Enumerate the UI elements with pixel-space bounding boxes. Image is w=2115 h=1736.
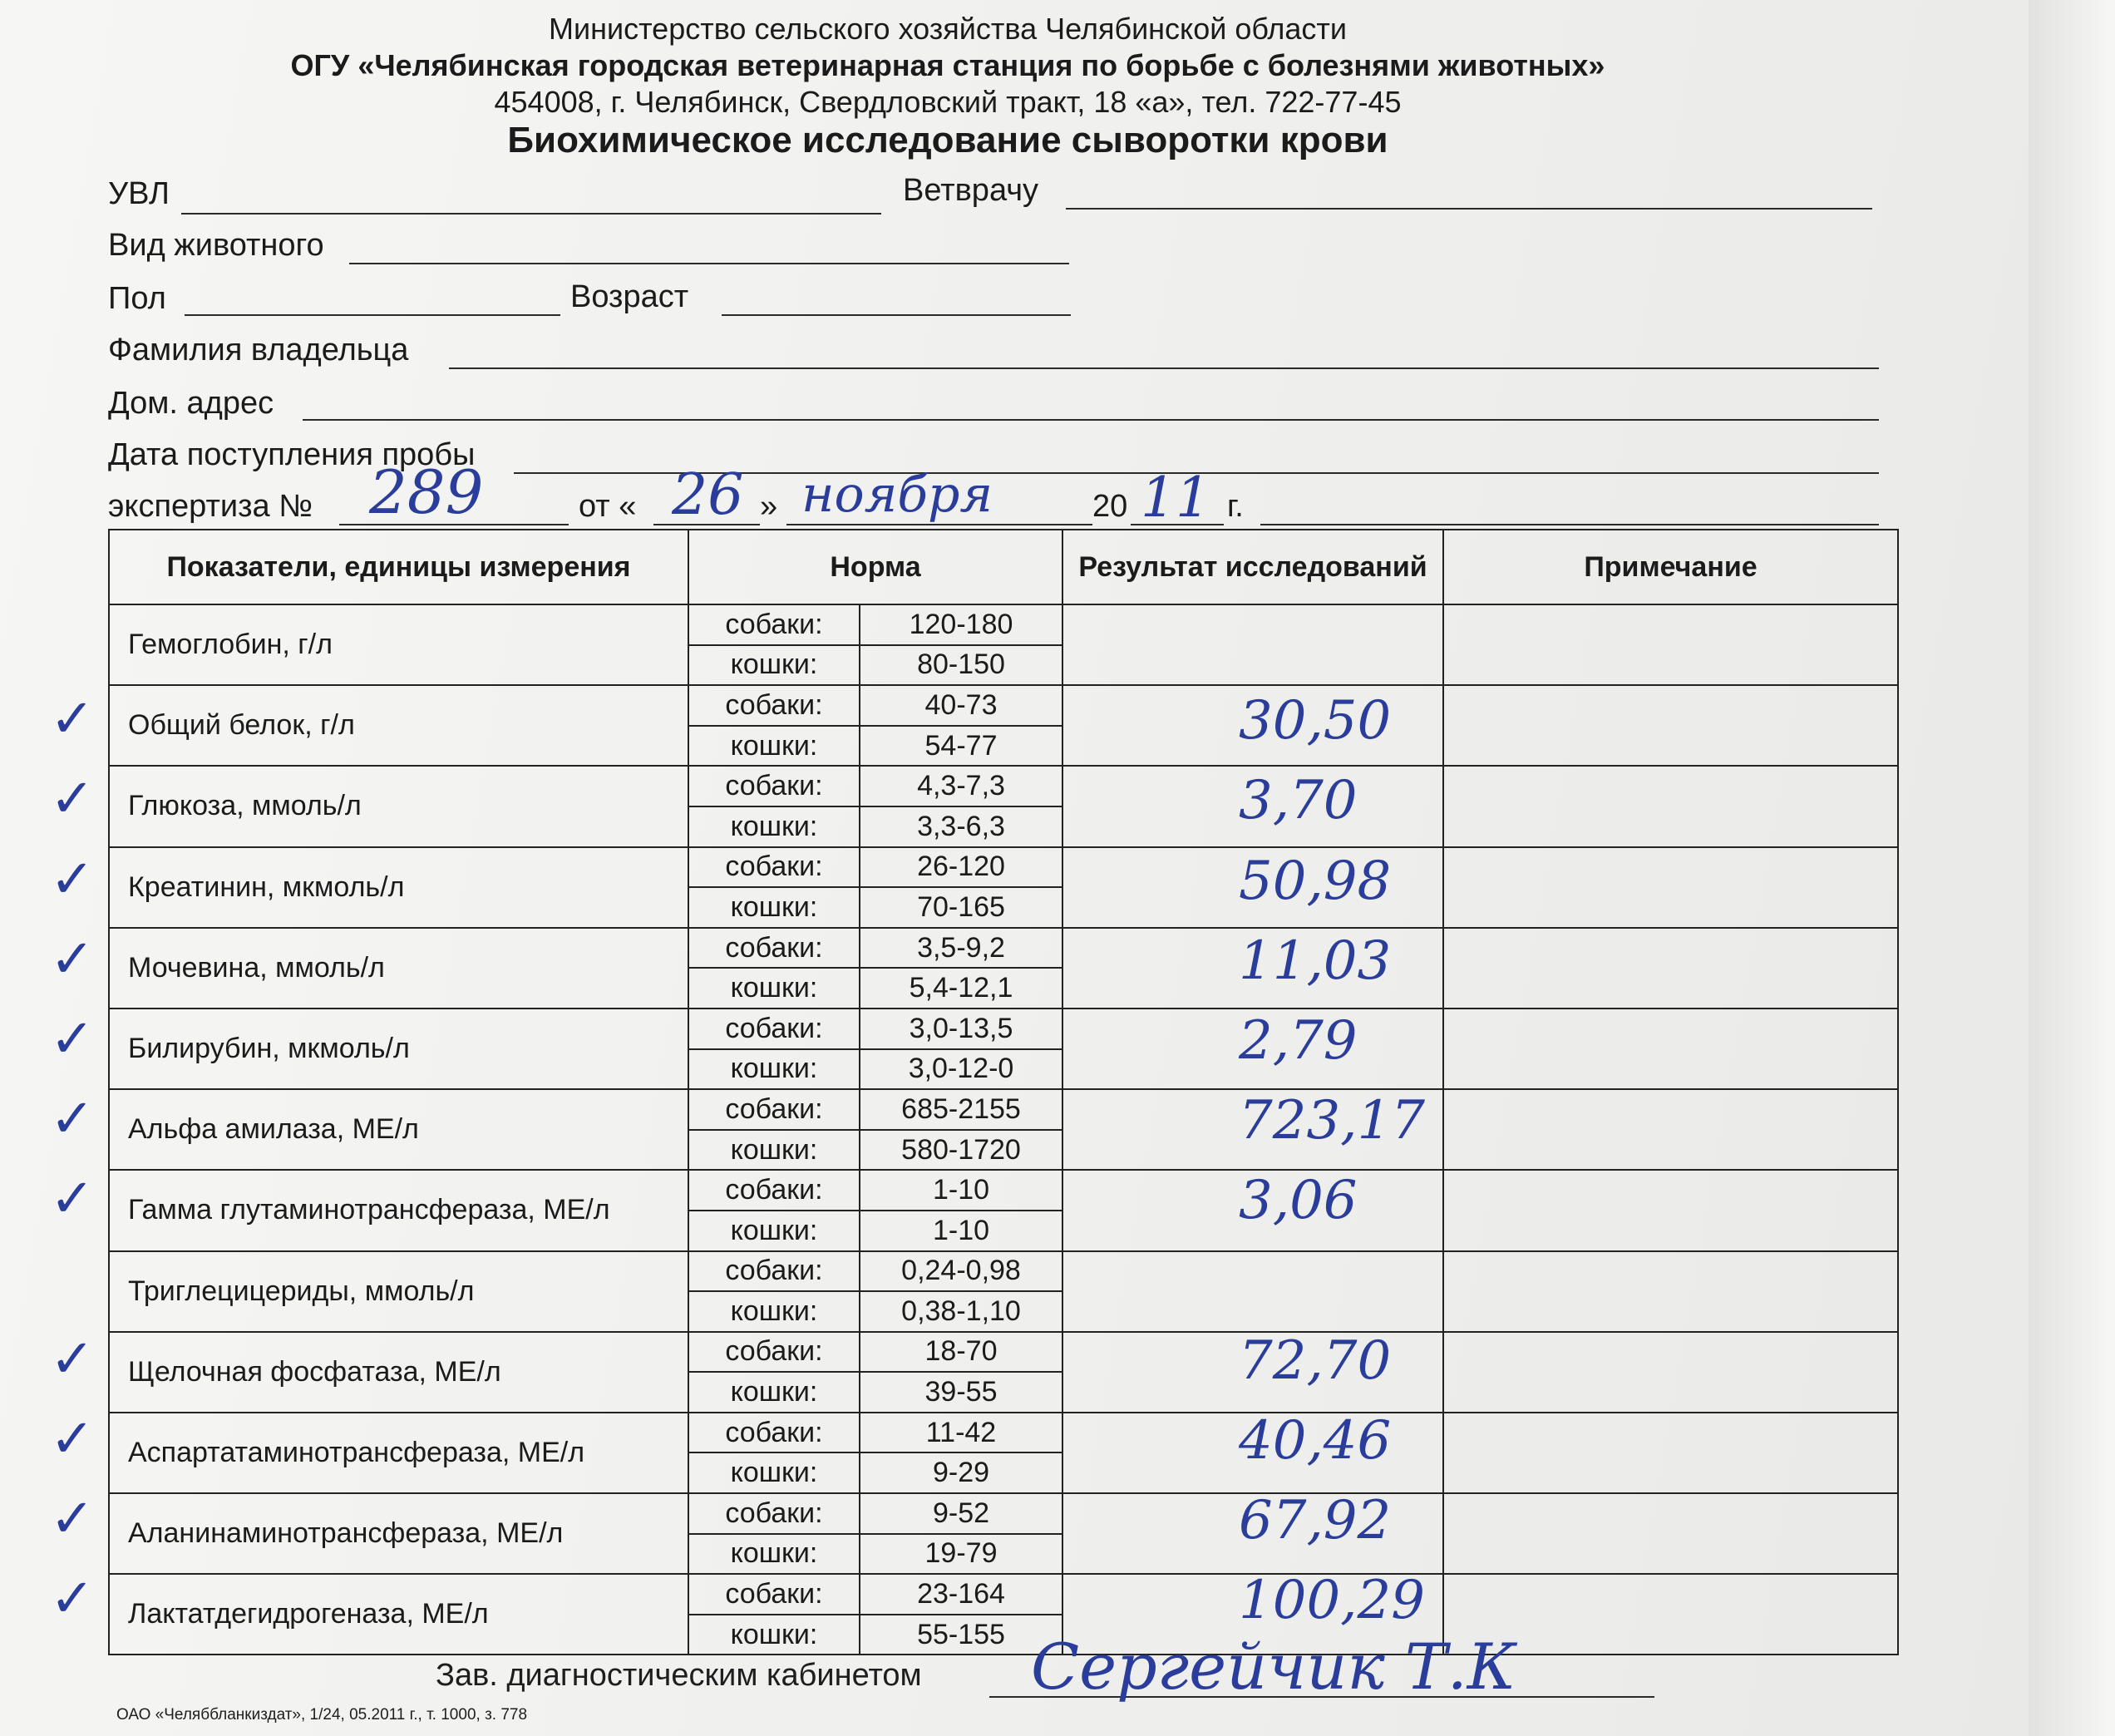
- age-field[interactable]: [722, 314, 1071, 316]
- norm-cats: 1-10: [860, 1211, 1062, 1251]
- norm-dogs: 4,3-7,3: [860, 766, 1062, 806]
- species-dogs: собаки:: [688, 604, 860, 645]
- note-header: Примечание: [1443, 530, 1898, 604]
- table-row: [109, 847, 1898, 888]
- from-label: от «: [579, 489, 637, 524]
- table-row: [109, 766, 1898, 806]
- note-cell[interactable]: [1443, 1493, 1898, 1574]
- indicator-header: Показатели, единицы измерения: [109, 530, 688, 604]
- checkmark-icon: ✓: [50, 1328, 95, 1390]
- uvl-label: УВЛ: [108, 176, 170, 211]
- norm-dogs: 23-164: [860, 1574, 1062, 1615]
- norm-cats: 9-29: [860, 1452, 1062, 1493]
- species-cats: кошки:: [688, 968, 860, 1009]
- result-handwritten: 67,92: [1239, 1490, 1392, 1552]
- note-cell[interactable]: [1443, 847, 1898, 928]
- age-label: Возраст: [570, 279, 689, 314]
- table-row: [109, 1170, 1898, 1211]
- home-address-field[interactable]: [303, 419, 1879, 421]
- result-handwritten: 3,70: [1239, 770, 1358, 832]
- paper-edge: [2029, 0, 2115, 1736]
- result-handwritten: 723,17: [1239, 1090, 1425, 1152]
- checkmark-icon: ✓: [50, 1009, 95, 1070]
- species-dogs: собаки:: [688, 1574, 860, 1615]
- sex-label: Пол: [108, 281, 166, 316]
- norm-cats: 54-77: [860, 726, 1062, 767]
- species-dogs: собаки:: [688, 1332, 860, 1373]
- species-cats: кошки:: [688, 1130, 860, 1171]
- species-dogs: собаки:: [688, 766, 860, 806]
- norm-dogs: 40-73: [860, 685, 1062, 726]
- norm-cats: 70-165: [860, 887, 1062, 928]
- note-cell[interactable]: [1443, 1089, 1898, 1170]
- norm-dogs: 685-2155: [860, 1089, 1062, 1130]
- checkmark-icon: ✓: [50, 1408, 95, 1470]
- indicator-name: Триглецицериды, ммоль/л: [109, 1251, 688, 1332]
- result-handwritten: 2,79: [1239, 1010, 1358, 1072]
- note-cell[interactable]: [1443, 1332, 1898, 1413]
- animal-field[interactable]: [349, 263, 1069, 264]
- table-row: [109, 1574, 1898, 1615]
- head-of-cabinet-label: Зав. диагностическим кабинетом: [436, 1658, 922, 1693]
- checkmark-icon: ✓: [50, 1568, 95, 1630]
- species-cats: кошки:: [688, 645, 860, 686]
- species-dogs: собаки:: [688, 847, 860, 888]
- species-dogs: собаки:: [688, 1170, 860, 1211]
- table-row: [109, 928, 1898, 969]
- ministry-line: Министерство сельского хозяйства Челябинской области: [549, 12, 1347, 46]
- home-address-label: Дом. адрес: [108, 386, 274, 421]
- norm-dogs: 120-180: [860, 604, 1062, 645]
- species-dogs: собаки:: [688, 685, 860, 726]
- expertise-number-handwritten: 289: [369, 457, 484, 527]
- checkmark-icon: ✓: [50, 1168, 95, 1230]
- norm-cats: 580-1720: [860, 1130, 1062, 1171]
- signature-handwritten: Сергейчик Т.К: [1031, 1630, 1516, 1704]
- vet-field[interactable]: [1066, 208, 1872, 210]
- table-row: [109, 604, 1898, 645]
- note-cell[interactable]: [1443, 1170, 1898, 1250]
- result-handwritten: 30,50: [1239, 690, 1392, 752]
- norm-dogs: 26-120: [860, 847, 1062, 888]
- note-cell[interactable]: [1443, 685, 1898, 766]
- checkmark-icon: ✓: [50, 688, 95, 751]
- result-cell[interactable]: [1062, 1251, 1443, 1332]
- norm-dogs: 0,24-0,98: [860, 1251, 1062, 1292]
- species-dogs: собаки:: [688, 1251, 860, 1292]
- species-cats: кошки:: [688, 887, 860, 928]
- norm-dogs: 9-52: [860, 1493, 1062, 1534]
- checkmark-icon: ✓: [50, 928, 95, 990]
- species-cats: кошки:: [688, 1372, 860, 1413]
- indicator-name: Аспартатаминотрансфераза, МЕ/л: [109, 1413, 688, 1493]
- species-cats: кошки:: [688, 1291, 860, 1332]
- vet-label: Ветврачу: [903, 173, 1039, 208]
- note-cell[interactable]: [1443, 1251, 1898, 1332]
- norm-cats: 80-150: [860, 645, 1062, 686]
- organization-line: ОГУ «Челябинская городская ветеринарная станция по борьбе с болезнями животных»: [290, 48, 1605, 82]
- indicator-name: Гемоглобин, г/л: [109, 604, 688, 685]
- table-row: [109, 1493, 1898, 1534]
- species-dogs: собаки:: [688, 928, 860, 969]
- indicator-name: Креатинин, мкмоль/л: [109, 847, 688, 928]
- year-handwritten: 11: [1141, 466, 1210, 530]
- note-cell[interactable]: [1443, 1413, 1898, 1493]
- note-cell[interactable]: [1443, 604, 1898, 685]
- uvl-field[interactable]: [181, 213, 881, 215]
- species-dogs: собаки:: [688, 1413, 860, 1453]
- indicator-name: Мочевина, ммоль/л: [109, 928, 688, 1009]
- quote-close: »: [760, 489, 778, 524]
- table-row: [109, 1009, 1898, 1049]
- printer-imprint: ОАО «Челяббланкиздат», 1/24, 05.2011 г., т. 1000, з. 778: [116, 1706, 528, 1724]
- result-handwritten: 40,46: [1239, 1410, 1392, 1472]
- norm-cats: 55-155: [860, 1615, 1062, 1655]
- checkmark-icon: ✓: [50, 1488, 95, 1551]
- year-trail-line: [1260, 524, 1879, 525]
- norm-cats: 5,4-12,1: [860, 968, 1062, 1009]
- sample-date-label: Дата поступления пробы: [108, 437, 476, 472]
- year-prefix: 20: [1092, 489, 1128, 524]
- address-line: 454008, г. Челябинск, Свердловский тракт, 18 «а», тел. 722-77-45: [494, 85, 1402, 119]
- result-handwritten: 50,98: [1239, 850, 1392, 912]
- indicator-name: Билирубин, мкмоль/л: [109, 1009, 688, 1089]
- owner-label: Фамилия владельца: [108, 333, 409, 367]
- month-handwritten: ноября: [801, 466, 993, 524]
- checkmark-icon: ✓: [50, 848, 95, 910]
- norm-cats: 0,38-1,10: [860, 1291, 1062, 1332]
- sex-field[interactable]: [185, 314, 560, 316]
- table-row: [109, 1251, 1898, 1292]
- note-cell[interactable]: [1443, 766, 1898, 846]
- results-table: [108, 529, 1899, 1655]
- norm-cats: 3,3-6,3: [860, 806, 1062, 847]
- indicator-name: Аланинаминотрансфераза, МЕ/л: [109, 1493, 688, 1574]
- result-handwritten: 3,06: [1239, 1170, 1358, 1232]
- indicator-name: Общий белок, г/л: [109, 685, 688, 766]
- result-handwritten: 11,03: [1239, 930, 1392, 992]
- norm-dogs: 1-10: [860, 1170, 1062, 1211]
- owner-field[interactable]: [449, 367, 1879, 369]
- indicator-name: Лактатдегидрогеназа, МЕ/л: [109, 1574, 688, 1655]
- checkmark-icon: ✓: [50, 1088, 95, 1151]
- species-cats: кошки:: [688, 1615, 860, 1655]
- note-cell[interactable]: [1443, 928, 1898, 1009]
- result-handwritten: 72,70: [1239, 1329, 1392, 1392]
- checkmark-icon: ✓: [50, 768, 95, 831]
- indicator-name: Альфа амилаза, МЕ/л: [109, 1089, 688, 1170]
- expertise-label: экспертиза №: [108, 489, 313, 524]
- table-row: [109, 1089, 1898, 1130]
- norm-dogs: 18-70: [860, 1332, 1062, 1373]
- note-cell[interactable]: [1443, 1009, 1898, 1089]
- animal-label: Вид животного: [108, 228, 324, 263]
- indicator-name: Гамма глутаминотрансфераза, МЕ/л: [109, 1170, 688, 1250]
- species-dogs: собаки:: [688, 1009, 860, 1049]
- norm-dogs: 3,0-13,5: [860, 1009, 1062, 1049]
- result-cell[interactable]: [1062, 604, 1443, 685]
- species-cats: кошки:: [688, 1534, 860, 1575]
- day-handwritten: 26: [672, 462, 744, 528]
- norm-dogs: 3,5-9,2: [860, 928, 1062, 969]
- month-field[interactable]: [786, 524, 1092, 525]
- norm-dogs: 11-42: [860, 1413, 1062, 1453]
- species-dogs: собаки:: [688, 1493, 860, 1534]
- species-cats: кошки:: [688, 1452, 860, 1493]
- species-cats: кошки:: [688, 806, 860, 847]
- year-suffix: г.: [1227, 489, 1244, 524]
- norm-cats: 39-55: [860, 1372, 1062, 1413]
- norm-header: Норма: [688, 530, 1062, 604]
- species-cats: кошки:: [688, 726, 860, 767]
- indicator-name: Щелочная фосфатаза, МЕ/л: [109, 1332, 688, 1413]
- table-row: [109, 685, 1898, 726]
- species-cats: кошки:: [688, 1049, 860, 1090]
- table-row: [109, 1332, 1898, 1373]
- table-row: [109, 1413, 1898, 1453]
- species-dogs: собаки:: [688, 1089, 860, 1130]
- norm-cats: 3,0-12-0: [860, 1049, 1062, 1090]
- species-cats: кошки:: [688, 1211, 860, 1251]
- result-handwritten: 100,29: [1239, 1570, 1425, 1632]
- document-title: Биохимическое исследование сыворотки крови: [507, 120, 1388, 160]
- result-header: Результат исследований: [1062, 530, 1443, 604]
- norm-cats: 19-79: [860, 1534, 1062, 1575]
- indicator-name: Глюкоза, ммоль/л: [109, 766, 688, 846]
